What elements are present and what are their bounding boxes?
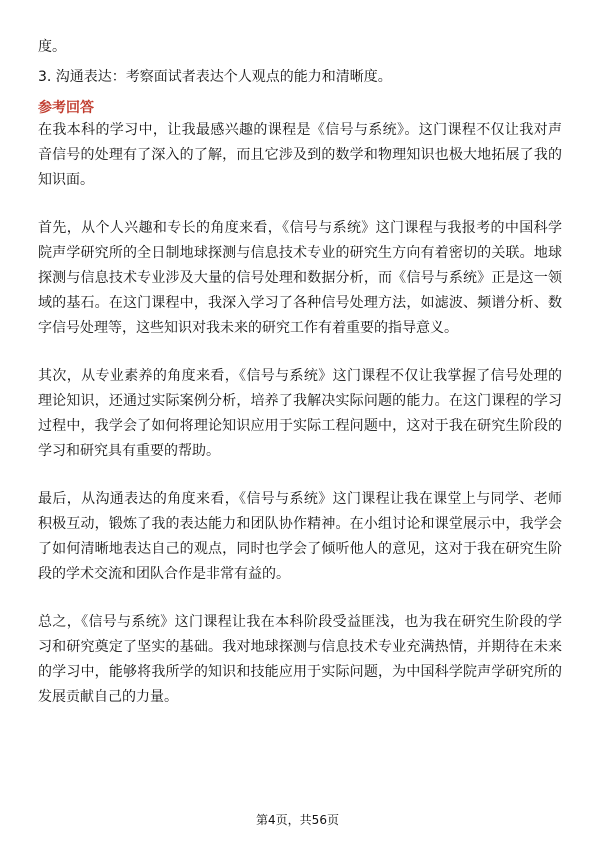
page-content bbox=[38, 36, 562, 710]
answer-paragraph-4: 最后，从沟通表达的角度来看，《信号与系统》这门课程让我在课堂上与同学、老师积极互动，锻炼了我的表达能力和团队协作精神。在小组讨论和课堂展示中，我学会了如何清晰地表达自己的观点，同时也学会了倾听他人的意见，这对于我在研究生阶段的学术交流和团队合作是非常有益的。 bbox=[38, 491, 562, 582]
criteria-item-communication: 3. 沟通表达：考察面试者表达个人观点的能力和清晰度。 bbox=[38, 69, 392, 85]
answer-paragraph-2: 首先，从个人兴趣和专长的角度来看，《信号与系统》这门课程与我报考的中国科学院声学研究所的全日制地球探测与信息技术专业的研究生方向有着密切的关联。地球探测与信息技术专业涉及大量的信号处理和数据分析，而《信号与系统》正是这一领域的基石。在这门课程中，我深入学习了各种信号处理方法，如滤波、频谱分析、数字信号处理等，这些知识对我未来的研究工作有着重要的指导意义。 bbox=[38, 220, 562, 336]
answer-paragraph-3: 其次，从专业素养的角度来看，《信号与系统》这门课程不仅让我掌握了信号处理的理论知识，还通过实际案例分析，培养了我解决实际问题的能力。在这门课程的学习过程中，我学会了如何将理论知识应用于实际工程问题中，这对于我在研究生阶段的学习和研究具有重要的帮助。 bbox=[38, 368, 562, 459]
answer-paragraph-5: 总之，《信号与系统》这门课程让我在本科阶段受益匪浅，也为我在研究生阶段的学习和研究奠定了坚实的基础。我对地球探测与信息技术专业充满热情，并期待在未来的学习中，能够将我所学的知识和技能应用于实际问题，为中国科学院声学研究所的发展贡献自己的力量。 bbox=[38, 614, 562, 705]
answer-heading: 参考回答 bbox=[38, 100, 94, 116]
answer-body bbox=[38, 118, 562, 710]
answer-paragraph-1: 在我本科的学习中，让我最感兴趣的课程是《信号与系统》。这门课程不仅让我对声音信号的处理有了深入的了解，而且它涉及到的数学和物理知识也极大地拓展了我的知识面。 bbox=[38, 122, 562, 188]
page-number: 第4页，共56页 bbox=[256, 813, 339, 827]
continued-text-line: 度。 bbox=[38, 39, 66, 55]
